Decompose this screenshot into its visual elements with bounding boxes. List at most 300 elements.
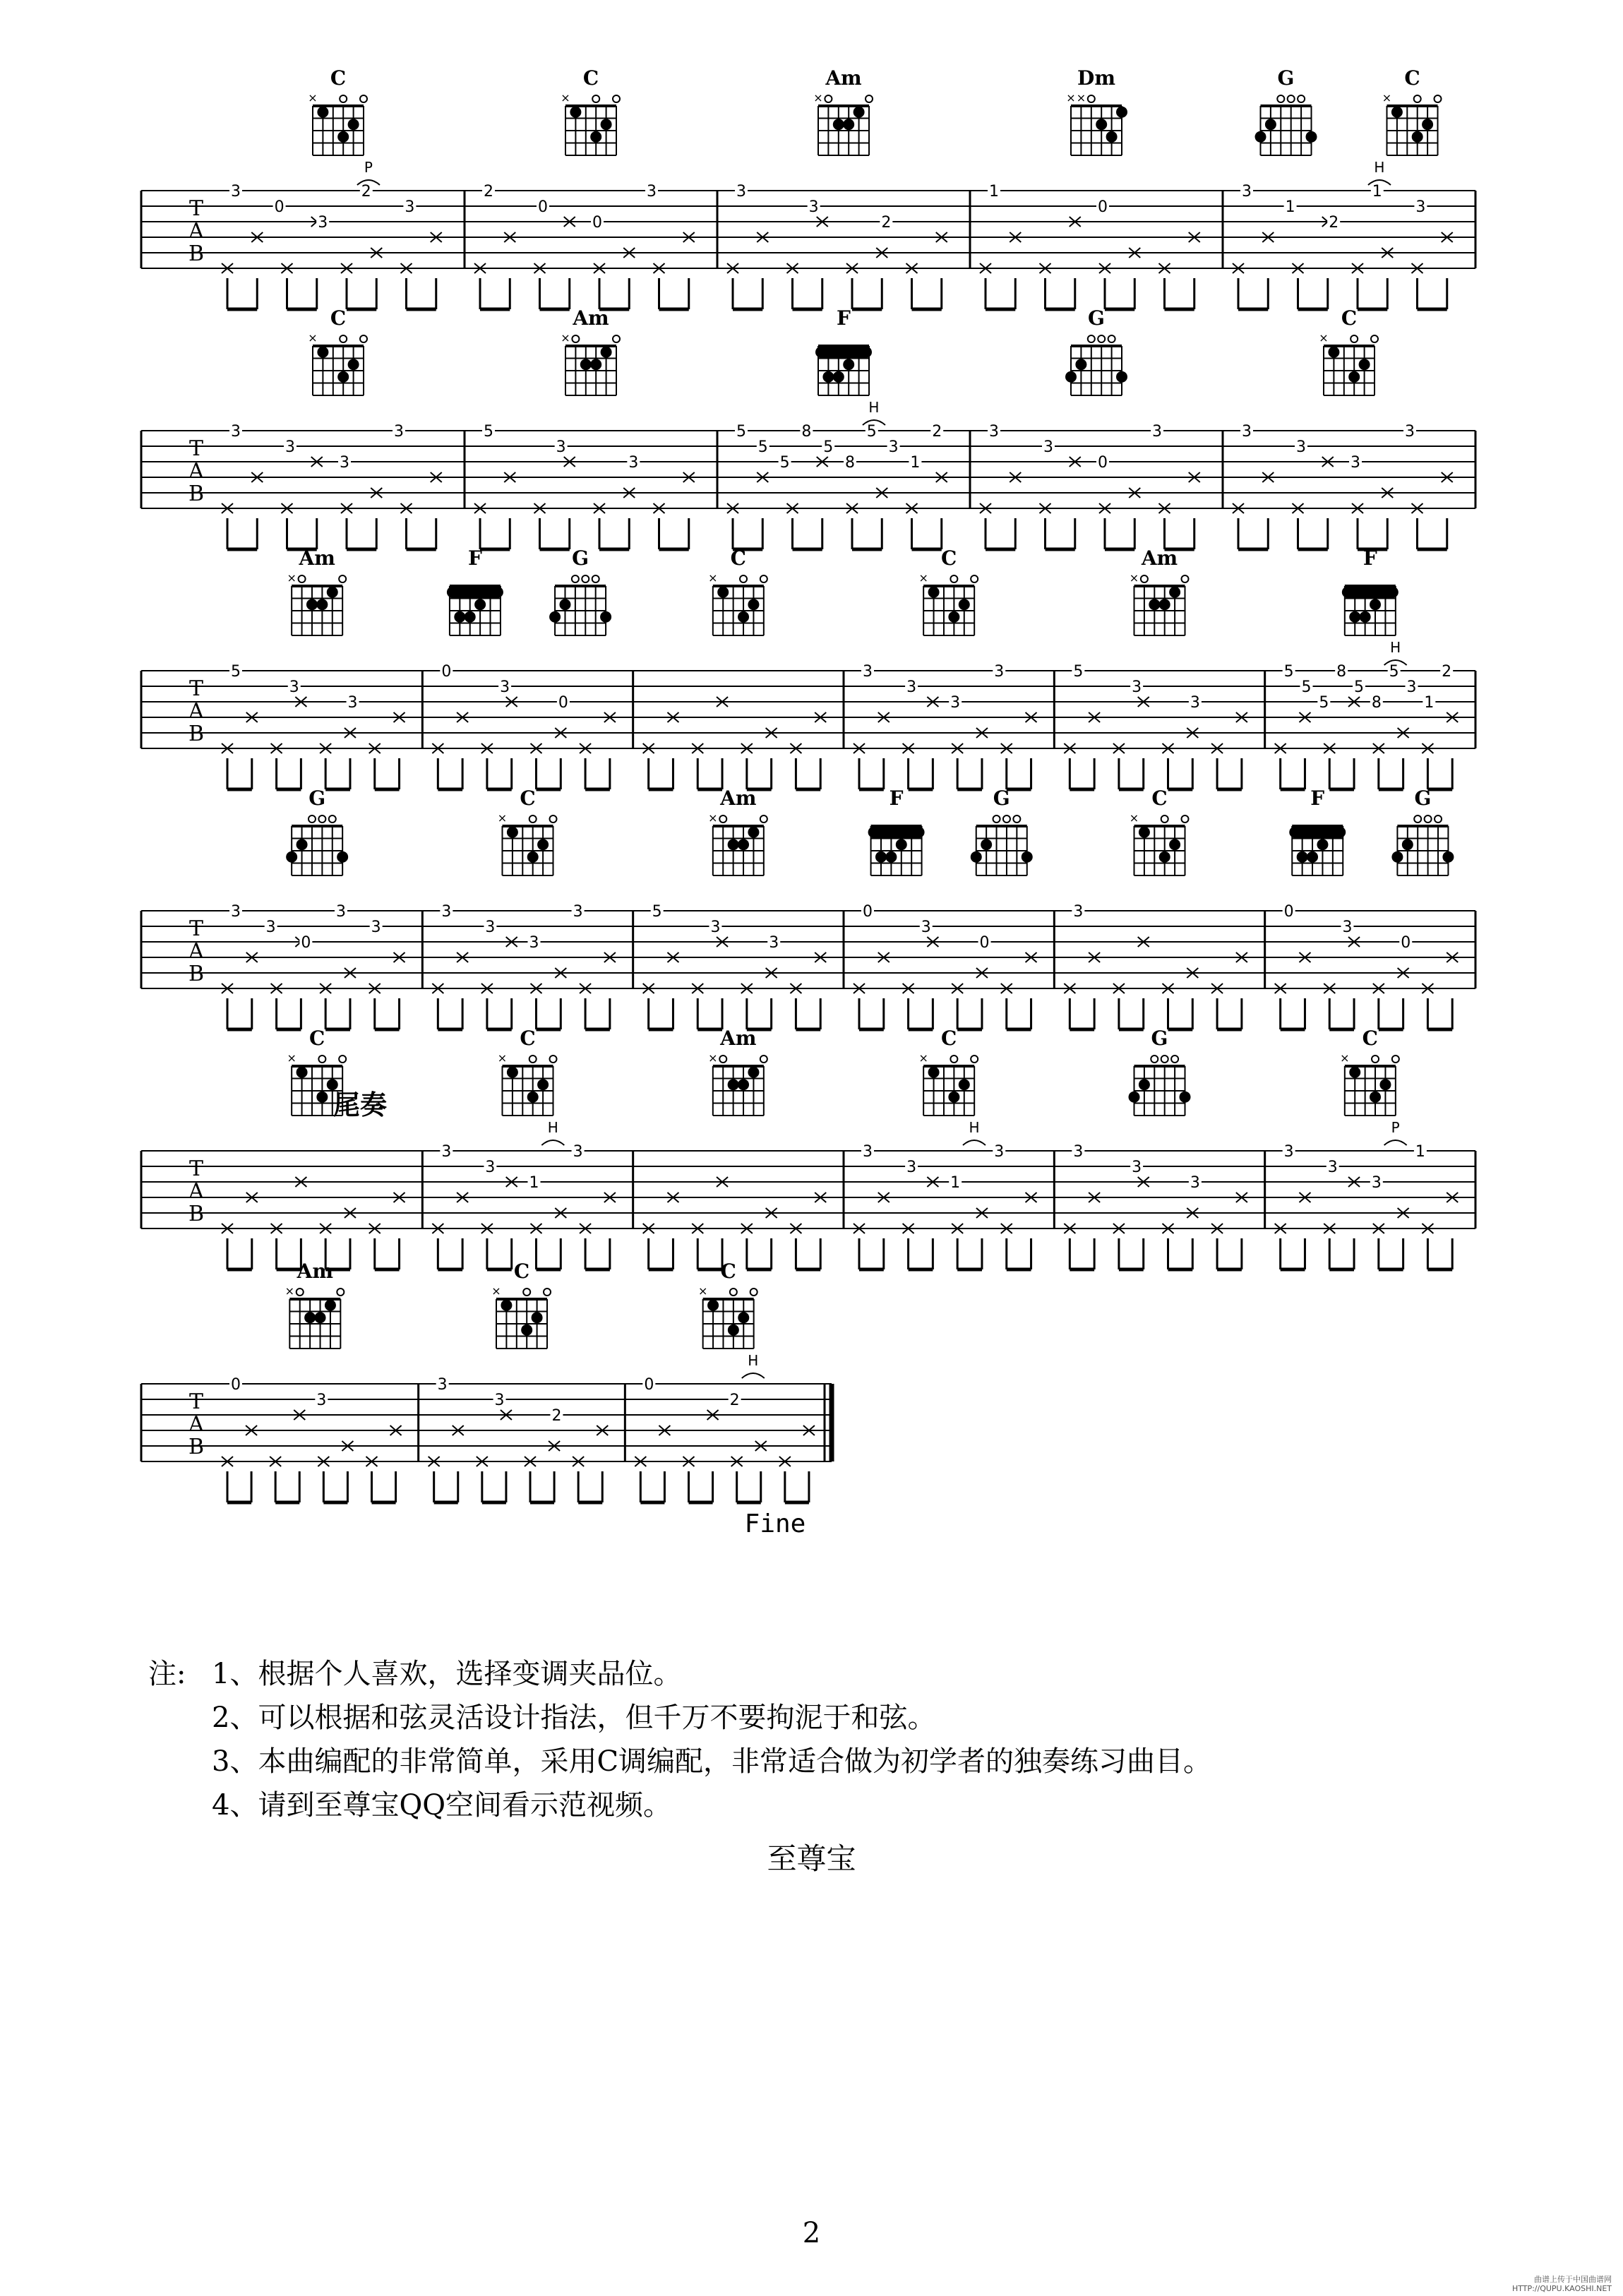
note-text-1: 1、根据个人喜欢，选择变调夹品位。 — [212, 1658, 682, 1690]
muted-string-mark: × — [918, 571, 928, 585]
open-string-mark — [572, 335, 579, 342]
slur-arc — [541, 1140, 564, 1145]
open-string-mark — [719, 815, 726, 823]
finger-dot — [1370, 1092, 1381, 1103]
open-string-mark — [1013, 815, 1020, 823]
finger-dot — [1360, 611, 1371, 623]
open-string-mark — [613, 95, 620, 102]
chord-diagram — [708, 546, 767, 635]
fret-number: 3 — [863, 663, 873, 681]
fret-number: 3 — [347, 694, 358, 712]
muted-string-mark: × — [1129, 811, 1139, 825]
chord-diagram — [491, 1260, 551, 1349]
fret-number: 3 — [989, 423, 999, 441]
chord-diagram — [698, 1260, 757, 1349]
chord-diagram — [708, 1027, 767, 1116]
open-string-mark — [1108, 335, 1115, 342]
fret-number: 3 — [1152, 423, 1162, 441]
fret-number: 1 — [1285, 198, 1295, 216]
chord-name: C — [309, 1027, 325, 1050]
fret-number: 0 — [301, 934, 311, 952]
chord-name: C — [941, 1027, 957, 1050]
finger-dot — [1065, 371, 1077, 383]
finger-dot — [1391, 851, 1403, 863]
finger-dot — [875, 851, 887, 863]
watermark-line-2: HTTP://QUPU.KAOSHI.NET — [1511, 2284, 1612, 2293]
fret-number: 3 — [1342, 919, 1353, 936]
note-line-2 — [148, 1696, 1490, 1740]
fret-number: 0 — [558, 694, 568, 712]
finger-dot — [327, 587, 338, 598]
finger-dot — [306, 599, 318, 610]
finger-dot — [1317, 839, 1328, 850]
finger-dot — [833, 371, 844, 383]
finger-dot — [728, 1079, 739, 1090]
fret-number: 3 — [769, 934, 779, 952]
fret-number: 1 — [910, 454, 921, 472]
fret-number: 3 — [808, 198, 819, 216]
open-string-mark — [318, 1056, 325, 1063]
fret-number: 3 — [1415, 198, 1426, 216]
fret-number: 5 — [1319, 694, 1329, 712]
fret-number: 1 — [1372, 183, 1382, 201]
finger-dot — [521, 1325, 532, 1336]
chord-name: G — [572, 546, 589, 570]
fret-number: 3 — [494, 1392, 505, 1409]
open-string-mark — [1425, 815, 1432, 823]
chord-name: C — [520, 787, 536, 810]
fret-number: 3 — [371, 919, 381, 936]
finger-dot — [748, 599, 759, 610]
finger-dot — [337, 851, 348, 863]
open-string-mark — [1298, 95, 1305, 102]
finger-dot — [885, 851, 897, 863]
finger-dot — [316, 1092, 328, 1103]
fret-number: 3 — [316, 1392, 327, 1409]
fret-number: 5 — [757, 438, 768, 456]
finger-dot — [707, 1300, 719, 1311]
muted-string-mark: × — [1129, 571, 1139, 585]
tab-system — [141, 660, 1475, 789]
tab-clef-letter: T — [188, 676, 204, 701]
fret-number: 3 — [1043, 438, 1053, 456]
fret-number: 3 — [573, 1143, 583, 1161]
fret-number: 3 — [437, 1376, 448, 1394]
fret-number: 2 — [1442, 663, 1452, 681]
finger-dot — [1180, 1092, 1191, 1103]
note-text-3: 3、本曲编配的非常简单，采用C调编配，非常适合做为初学者的独奏练习曲目。 — [212, 1745, 1212, 1778]
open-string-mark — [993, 815, 1000, 823]
open-string-mark — [760, 815, 767, 823]
chord-diagram — [918, 546, 978, 635]
fine-label: Fine — [744, 1509, 806, 1538]
fret-number: 3 — [340, 454, 349, 472]
finger-dot — [325, 1300, 336, 1311]
finger-dot — [738, 1079, 749, 1090]
finger-dot — [297, 1067, 308, 1078]
finger-dot — [317, 347, 328, 358]
fret-number: 3 — [1350, 454, 1360, 472]
finger-dot — [1075, 359, 1086, 370]
open-string-mark — [1088, 335, 1095, 342]
fret-number: 3 — [529, 934, 539, 952]
open-string-mark — [740, 575, 747, 582]
finger-dot — [559, 599, 570, 610]
fret-number: 2 — [484, 183, 493, 201]
chord-name: C — [1404, 66, 1420, 90]
fret-number: 5 — [484, 423, 493, 441]
finger-dot — [854, 107, 865, 118]
fret-number: 3 — [1296, 438, 1306, 456]
chord-diagram — [918, 1027, 978, 1116]
open-string-mark — [1088, 95, 1095, 102]
open-string-mark — [1171, 1056, 1178, 1063]
open-string-mark — [592, 95, 599, 102]
chord-name: Am — [1141, 546, 1178, 570]
chord-name: C — [941, 546, 957, 570]
finger-dot — [843, 359, 854, 370]
fret-number: 3 — [485, 1159, 496, 1176]
open-string-mark — [1435, 815, 1442, 823]
chord-diagram — [498, 1027, 557, 1116]
technique-label: H — [868, 399, 880, 416]
finger-dot — [316, 599, 328, 610]
fret-number: 3 — [394, 423, 404, 441]
technique-label: P — [364, 159, 373, 176]
open-string-mark — [1392, 1056, 1399, 1063]
technique-label: H — [748, 1352, 759, 1369]
chord-name: G — [1088, 306, 1105, 330]
fret-number: 3 — [628, 454, 639, 472]
fret-number: 0 — [538, 198, 548, 216]
chord-diagram — [1129, 1027, 1191, 1116]
fret-number: 5 — [652, 903, 662, 921]
fret-number: 0 — [644, 1376, 654, 1394]
finger-dot — [507, 1067, 518, 1078]
chord-diagram — [1066, 66, 1127, 155]
fret-number: 2 — [881, 214, 892, 232]
finger-dot — [317, 107, 328, 118]
tab-clef-letter: B — [188, 722, 205, 746]
fret-number: 0 — [1401, 934, 1411, 952]
fret-number: 0 — [863, 903, 873, 921]
barre-mark — [1342, 587, 1399, 598]
chord-diagram — [308, 306, 367, 395]
note-text-4: 4、请到至尊宝QQ空间看示范视频。 — [212, 1789, 672, 1822]
page-number: 2 — [802, 2217, 821, 2249]
fret-number: 3 — [906, 678, 917, 696]
open-string-mark — [297, 1288, 304, 1296]
finger-dot — [1169, 839, 1180, 850]
chord-name: F — [467, 546, 482, 570]
note-text-2: 2、可以根据和弦灵活设计指法，但千万不要拘泥于和弦。 — [212, 1702, 936, 1734]
open-string-mark — [550, 1056, 557, 1063]
open-string-mark — [750, 1288, 757, 1296]
muted-string-mark: × — [497, 811, 508, 825]
finger-dot — [1022, 851, 1033, 863]
technique-label: P — [1391, 1119, 1400, 1136]
open-string-mark — [299, 575, 306, 582]
finger-dot — [501, 1300, 512, 1311]
chord-name: G — [1414, 787, 1432, 810]
muted-string-mark: × — [491, 1284, 501, 1298]
open-string-mark — [1098, 335, 1105, 342]
tab-clef-letter: T — [188, 196, 204, 221]
finger-dot — [1106, 131, 1118, 143]
fret-number: 3 — [1190, 1174, 1200, 1192]
finger-dot — [738, 611, 749, 623]
muted-string-mark: × — [561, 331, 570, 345]
fret-number: 8 — [801, 423, 812, 441]
fret-number: 3 — [1405, 423, 1415, 441]
arranger-signature: 至尊宝 — [767, 1841, 856, 1876]
muted-string-mark: × — [1340, 1051, 1350, 1065]
barre-mark — [1289, 827, 1346, 838]
tab-clef-letter: A — [188, 1179, 204, 1204]
fret-number: 3 — [500, 678, 510, 696]
muted-string-mark: × — [285, 1284, 295, 1298]
finger-dot — [971, 851, 982, 863]
chord-name: C — [513, 1260, 530, 1283]
open-string-mark — [971, 1056, 978, 1063]
finger-dot — [454, 611, 465, 623]
chord-diagram — [549, 546, 611, 635]
finger-dot — [1149, 599, 1160, 610]
fret-number: 3 — [1073, 1143, 1084, 1161]
finger-dot — [981, 839, 992, 850]
fret-number: 3 — [1371, 1174, 1382, 1192]
fret-number: 2 — [932, 423, 942, 441]
fret-number: 3 — [289, 678, 299, 696]
chord-diagram — [1130, 787, 1189, 875]
open-string-mark — [950, 575, 957, 582]
finger-dot — [1159, 599, 1170, 610]
finger-dot — [1348, 371, 1360, 383]
open-string-mark — [1182, 815, 1189, 823]
fret-number: 1 — [1424, 694, 1435, 712]
open-string-mark — [572, 575, 579, 582]
finger-dot — [1116, 107, 1127, 118]
finger-dot — [580, 359, 592, 370]
chord-diagram — [1255, 66, 1317, 155]
fret-number: 3 — [556, 438, 566, 456]
finger-dot — [728, 1325, 739, 1336]
fret-number: 0 — [231, 1376, 241, 1394]
open-string-mark — [360, 335, 367, 342]
open-string-mark — [340, 95, 347, 102]
chord-name: F — [1310, 787, 1325, 810]
fret-number: 3 — [1327, 1159, 1338, 1176]
fret-number: 3 — [921, 919, 931, 936]
fret-number: 5 — [779, 454, 790, 472]
fret-number: 3 — [1242, 423, 1252, 441]
open-string-mark — [1371, 335, 1378, 342]
finger-dot — [601, 347, 612, 358]
finger-dot — [717, 587, 729, 598]
chord-name: C — [330, 306, 347, 330]
finger-dot — [549, 611, 561, 623]
muted-string-mark: × — [708, 571, 718, 585]
chord-diagram — [285, 1260, 345, 1349]
note-line-1 — [148, 1652, 1490, 1696]
open-string-mark — [523, 1288, 530, 1296]
tab-system — [141, 904, 1475, 1029]
chord-diagram — [287, 546, 346, 635]
finger-dot — [315, 1312, 326, 1323]
open-string-mark — [1141, 575, 1148, 582]
finger-dot — [600, 611, 611, 623]
open-string-mark — [1151, 1056, 1158, 1063]
open-string-mark — [1161, 1056, 1168, 1063]
finger-dot — [507, 827, 518, 838]
fret-number: 1 — [950, 1174, 961, 1192]
fret-number: 3 — [906, 1159, 917, 1176]
open-string-mark — [337, 1288, 344, 1296]
finger-dot — [537, 1079, 549, 1090]
muted-string-mark: × — [287, 1051, 297, 1065]
fret-number: 3 — [485, 919, 496, 936]
finger-dot — [1307, 851, 1318, 863]
fret-number: 3 — [231, 423, 241, 441]
finger-dot — [1370, 599, 1381, 610]
fret-number: 2 — [551, 1407, 562, 1425]
fret-number: 3 — [336, 903, 346, 921]
tab-clef-letter: T — [188, 916, 204, 941]
fret-number: 3 — [863, 1143, 873, 1161]
finger-dot — [527, 1092, 539, 1103]
finger-dot — [843, 119, 854, 130]
open-string-mark — [360, 95, 367, 102]
finger-dot — [959, 1079, 970, 1090]
chord-diagram — [1340, 1027, 1399, 1116]
finger-dot — [748, 827, 759, 838]
finger-dot — [297, 839, 308, 850]
finger-dot — [728, 839, 739, 850]
fret-number: 3 — [441, 903, 452, 921]
tab-clef-letter: A — [188, 459, 204, 484]
finger-dot — [527, 851, 539, 863]
finger-dot — [1255, 131, 1266, 143]
fret-number: 3 — [318, 214, 328, 232]
fret-number: 3 — [231, 903, 241, 921]
finger-dot — [1129, 1092, 1140, 1103]
tab-clef-letter: T — [188, 1389, 204, 1414]
finger-dot — [304, 1312, 316, 1323]
muted-string-mark: × — [1066, 91, 1076, 104]
open-string-mark — [971, 575, 978, 582]
slur-arc — [963, 1140, 986, 1145]
finger-dot — [1297, 851, 1308, 863]
chord-diagram — [971, 787, 1033, 875]
fret-number: 8 — [1371, 694, 1382, 712]
finger-dot — [1442, 851, 1454, 863]
chord-diagram — [308, 66, 367, 155]
technique-label: H — [1390, 639, 1401, 656]
chord-diagram — [1342, 546, 1399, 635]
finger-dot — [337, 131, 349, 143]
chord-name: F — [837, 306, 851, 330]
muted-string-mark: × — [308, 331, 318, 345]
slur-arc — [742, 1373, 765, 1378]
fret-number: 5 — [823, 438, 834, 456]
chord-name: C — [1341, 306, 1358, 330]
open-string-mark — [730, 1288, 737, 1296]
note-line-3 — [148, 1740, 1490, 1783]
chord-name: Am — [297, 1260, 334, 1283]
open-string-mark — [329, 815, 336, 823]
finger-dot — [948, 1092, 959, 1103]
chord-name: C — [720, 1260, 736, 1283]
open-string-mark — [529, 1056, 537, 1063]
tab-clef-letter: A — [188, 219, 204, 244]
open-string-mark — [544, 1288, 551, 1296]
chord-diagram — [1289, 787, 1346, 875]
chord-name: F — [889, 787, 904, 810]
fret-number: 0 — [274, 198, 285, 216]
muted-string-mark: × — [1076, 91, 1086, 104]
muted-string-mark: × — [308, 91, 318, 104]
notes-label: 注: — [148, 1658, 186, 1690]
chord-name: C — [1362, 1027, 1378, 1050]
chord-diagram — [868, 787, 925, 875]
finger-dot — [1116, 371, 1127, 383]
fret-number: 3 — [1073, 903, 1084, 921]
finger-dot — [474, 599, 486, 610]
chord-diagram — [561, 306, 620, 395]
fret-number: 0 — [1098, 198, 1108, 216]
fret-number: 0 — [441, 663, 452, 681]
open-string-mark — [1182, 575, 1189, 582]
finger-dot — [537, 839, 549, 850]
chord-diagram — [447, 546, 503, 635]
fret-number: 3 — [1406, 678, 1417, 696]
watermark-line-1: 曲谱上传于中国曲谱网 — [1534, 2275, 1612, 2284]
open-string-mark — [760, 575, 767, 582]
technique-label: H — [969, 1119, 980, 1136]
finger-dot — [1412, 131, 1423, 143]
open-string-mark — [866, 95, 873, 102]
fret-number: 3 — [888, 438, 899, 456]
finger-dot — [1139, 1079, 1150, 1090]
finger-dot — [1139, 827, 1150, 838]
finger-dot — [337, 371, 349, 383]
tab-clef-letter: B — [188, 962, 205, 986]
finger-dot — [465, 611, 476, 623]
technique-label: H — [547, 1119, 558, 1136]
fret-number: 5 — [1389, 663, 1399, 681]
finger-dot — [896, 839, 907, 850]
fret-number: 3 — [1132, 1159, 1142, 1176]
chord-name: C — [330, 66, 347, 90]
finger-dot — [532, 1312, 543, 1323]
open-string-mark — [529, 815, 537, 823]
chord-name: C — [520, 1027, 536, 1050]
open-string-mark — [719, 1056, 726, 1063]
tab-clef-letter: A — [188, 939, 204, 964]
fret-number: 3 — [994, 1143, 1005, 1161]
chord-name: C — [1151, 787, 1168, 810]
tab-clef-letter: B — [188, 1435, 205, 1459]
finger-dot — [738, 839, 749, 850]
open-string-mark — [340, 335, 347, 342]
finger-dot — [1328, 347, 1339, 358]
finger-dot — [1359, 359, 1370, 370]
performance-notes — [148, 1652, 1490, 1827]
finger-dot — [959, 599, 970, 610]
chord-diagram — [1065, 306, 1127, 395]
fret-number: 2 — [729, 1392, 740, 1409]
finger-dot — [348, 119, 359, 130]
